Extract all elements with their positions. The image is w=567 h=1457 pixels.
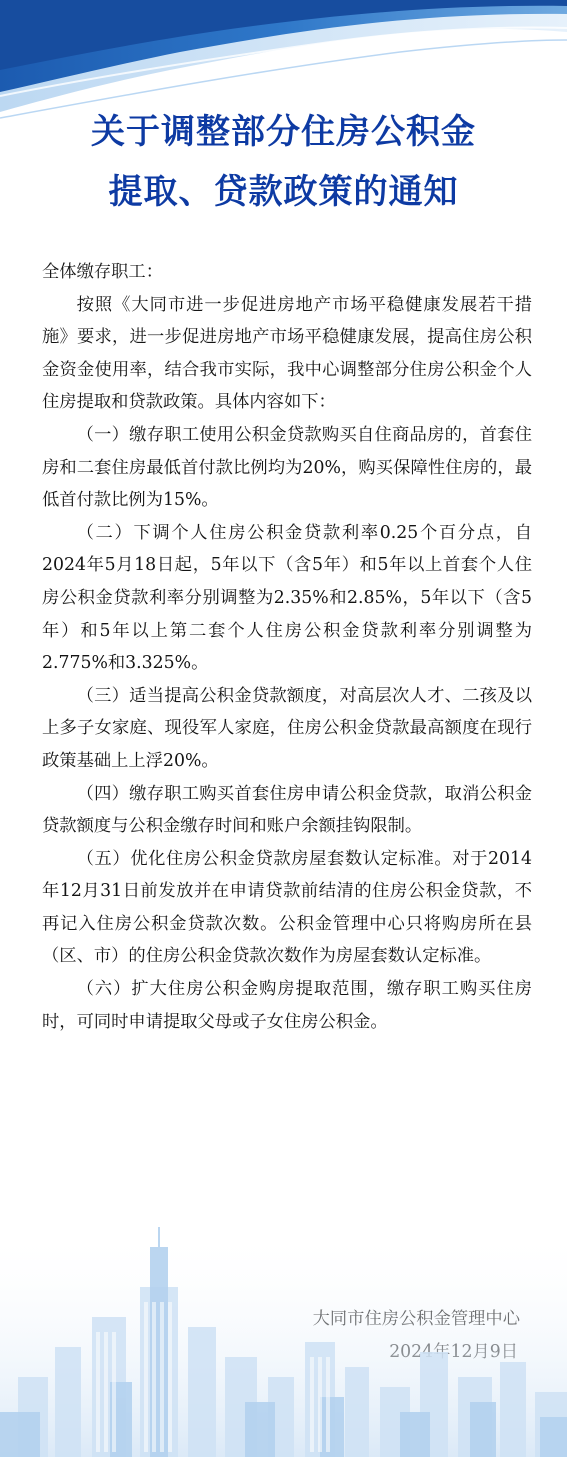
policy-item-2: （二）下调个人住房公积金贷款利率0.25个百分点，自2024年5月18日起，5年以下（含5年）和5年以上首套个人住房公积金贷款利率分别调整为2.35%和2.85%，5年以下（含5年）和5年以上第二套个人住房公积金贷款利率分别调整为2.775%和3.325%。 [42, 522, 532, 674]
title-line-1: 关于调整部分住房公积金 [91, 112, 476, 152]
notice-title [0, 102, 567, 222]
notice-body [42, 256, 532, 1038]
title-line-2: 提取、贷款政策的通知 [108, 172, 459, 212]
salutation: 全体缴存职工： [42, 262, 163, 282]
policy-item-5: （五）优化住房公积金贷款房屋套数认定标准。对于2014年12月31日前发放并在申请贷款前结清的住房公积金贷款，不再记入住房公积金贷款次数。公积金管理中心只将购房所在县（区、市）的住房公积金贷款次数作为房屋套数认定标准。 [42, 848, 532, 967]
policy-item-1: （一）缴存职工使用公积金贷款购买自住商品房的，首套住房和二套住房最低首付款比例均为20%，购买保障性住房的，最低首付款比例为15%。 [42, 424, 532, 511]
intro-paragraph: 按照《大同市进一步促进房地产市场平稳健康发展若干措施》要求，进一步促进房地产市场平稳健康发展，提高住房公积金资金使用率，结合我市实际，我中心调整部分住房公积金个人住房提取和贷款政策。具体内容如下： [42, 294, 532, 413]
city-skyline-decoration [0, 1227, 567, 1457]
policy-item-4: （四）缴存职工购买首套住房申请公积金贷款，取消公积金贷款额度与公积金缴存时间和账户余额挂钩限制。 [42, 783, 532, 837]
policy-item-3: （三）适当提高公积金贷款额度，对高层次人才、二孩及以上多子女家庭、现役军人家庭，住房公积金贷款最高额度在现行政策基础上上浮20%。 [42, 685, 532, 771]
policy-item-6: （六）扩大住房公积金购房提取范围，缴存职工购买住房时，可同时申请提取父母或子女住房公积金。 [42, 979, 532, 1032]
